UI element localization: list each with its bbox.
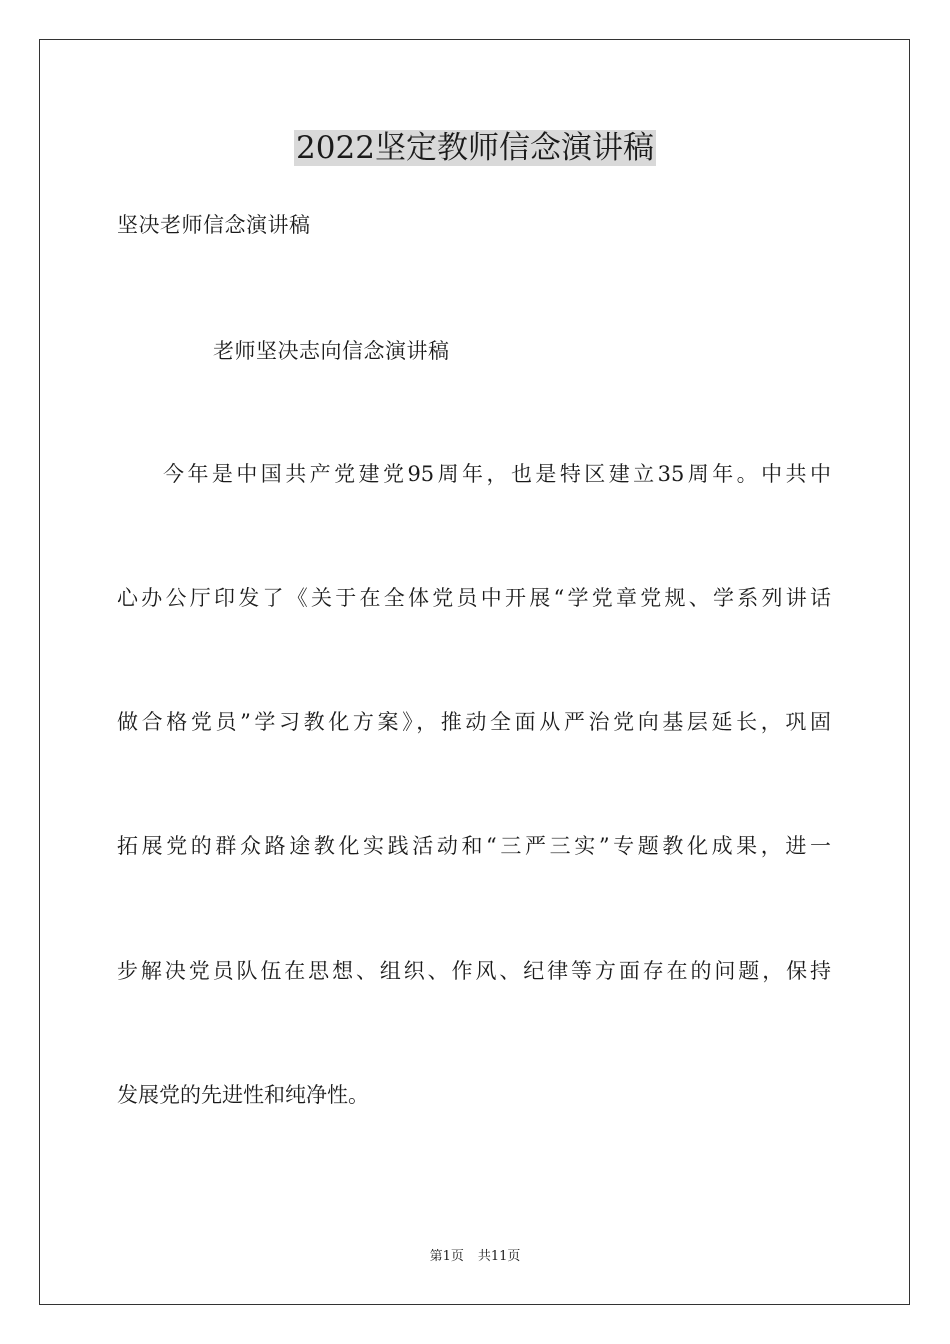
paragraph-line: 拓展党的群众路途教化实践活动和“三严三实”专题教化成果，进一 bbox=[117, 834, 831, 858]
document-subtitle: 坚决老师信念演讲稿 bbox=[117, 213, 311, 237]
document-title bbox=[0, 126, 950, 170]
paragraph-line: 步解决党员队伍在思想、组织、作风、纪律等方面存在的问题，保持 bbox=[117, 959, 831, 983]
paragraph-line: 做合格党员”学习教化方案》，推动全面从严治党向基层延长，巩固 bbox=[117, 710, 831, 734]
page-footer bbox=[0, 1248, 950, 1266]
paragraph-line: 心办公厅印发了《关于在全体党员中开展“学党章党规、学系列讲话 bbox=[117, 586, 831, 610]
paragraph-line: 今年是中国共产党建党95周年，也是特区建立35周年。中共中 bbox=[163, 462, 831, 486]
document-title-text: 2022坚定教师信念演讲稿 bbox=[296, 130, 654, 166]
page-number: 第1页 bbox=[429, 1249, 464, 1264]
speech-heading: 老师坚决志向信念演讲稿 bbox=[213, 339, 450, 363]
paragraph-line: 发展党的先进性和纯净性。 bbox=[117, 1083, 369, 1107]
page-total: 共11页 bbox=[477, 1249, 521, 1264]
